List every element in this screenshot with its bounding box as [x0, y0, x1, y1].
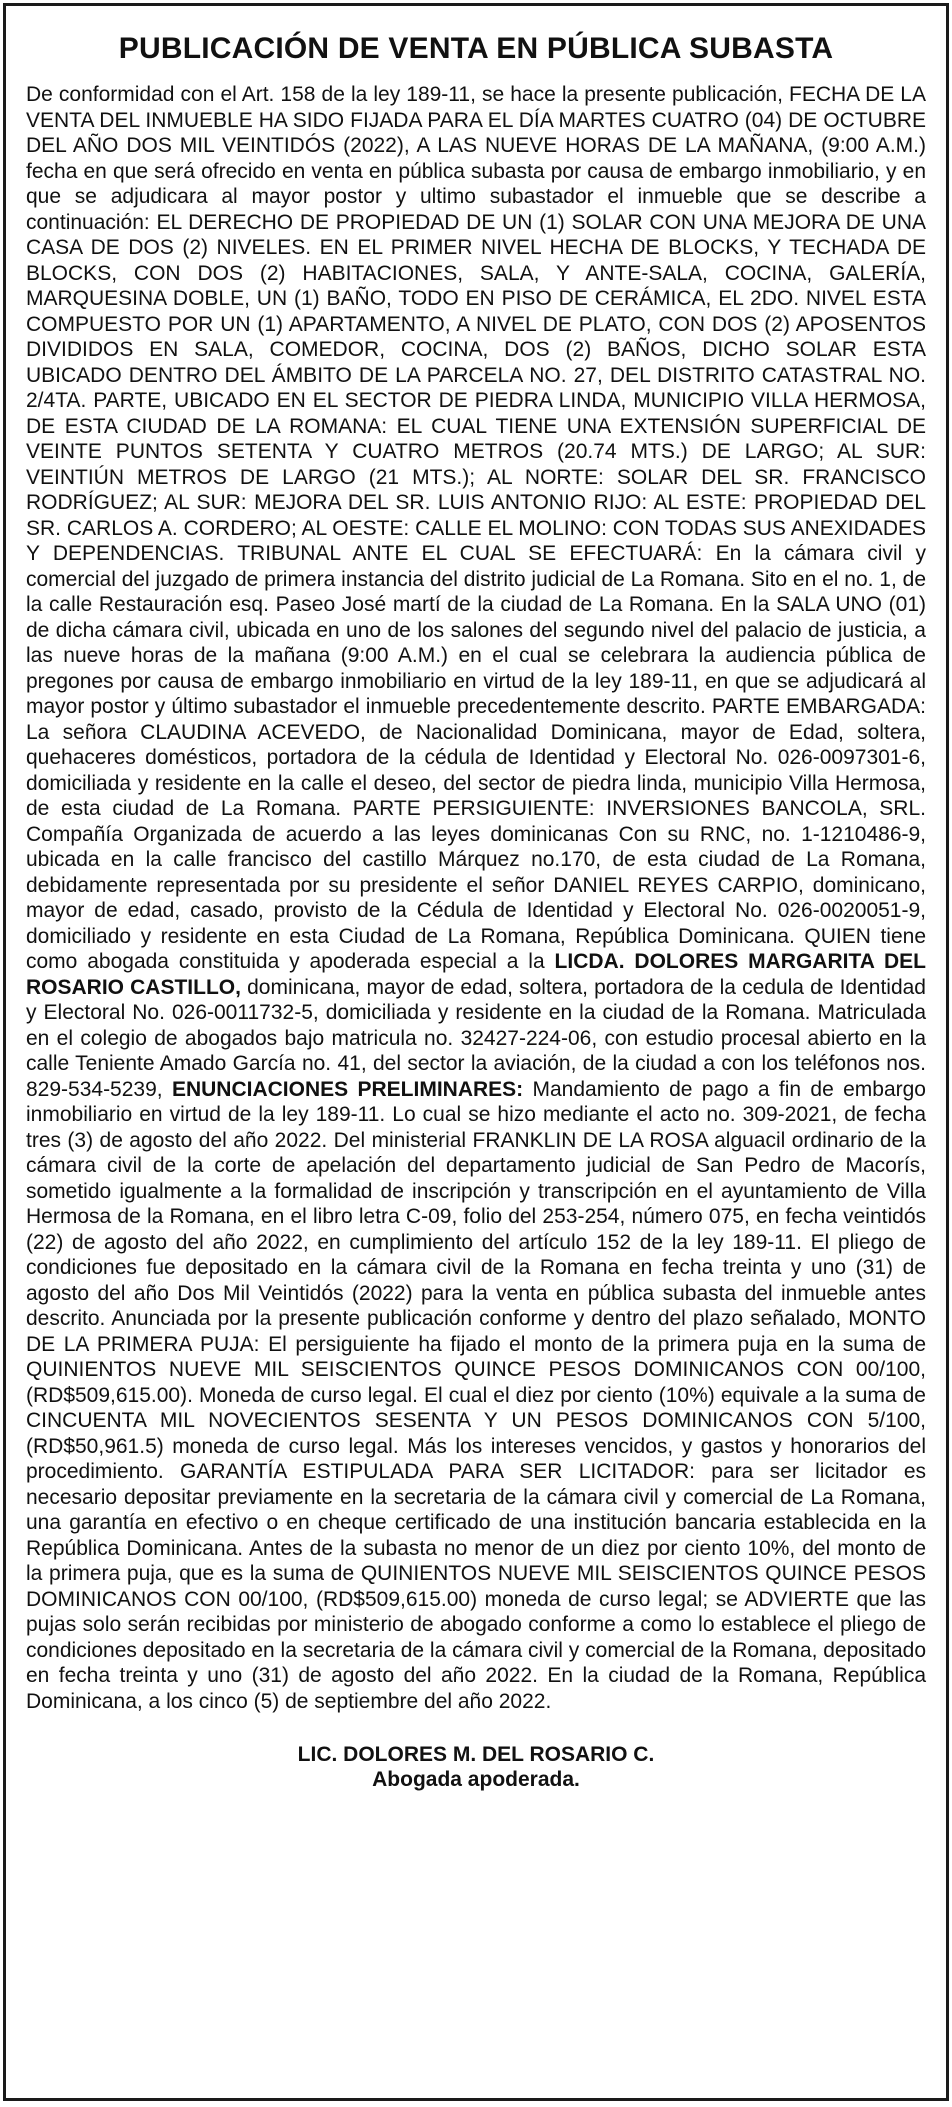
- preliminary-statements-heading: ENUNCIACIONES PRELIMINARES:: [171, 1077, 524, 1101]
- signature-role: Abogada apoderada.: [372, 1768, 580, 1791]
- legal-notice: [3, 3, 949, 2101]
- attorney-name-bold: LICDA. DOLORES MARGARITA DEL ROSARIO CASTILLO,: [26, 950, 926, 999]
- signature-name: LIC. DOLORES M. DEL ROSARIO C.: [297, 1743, 655, 1766]
- signature-block: [26, 1742, 926, 1792]
- notice-title: PUBLICACIÓN DE VENTA EN PÚBLICA SUBASTA: [118, 32, 834, 65]
- notice-body-part-1: De conformidad con el Art. 158 de la ley 189-11, se hace la presente publicación, FECHA DE LA VENTA DEL INMUEBLE HA SIDO FIJADA PARA EL DÍA MARTES CUATRO (04) DE OCTUBRE DEL AÑO DOS MIL VEINTIDÓS (2022), A LAS NUEVE HORAS DE LA MAÑANA, (9:00 A.M.) fecha en que será ofrecido en venta en pública subasta por causa de embargo inmobiliario, y en que se adjudicara al mayor postor y ultimo subastador el inmueble que se describe a continuación: EL DERECHO DE PROPIEDAD DE UN (1) SOLAR CON UNA MEJORA DE UNA CASA DE DOS (2) NIVELES. EN EL PRIMER NIVEL HECHA DE BLOCKS, Y TECHADA DE BLOCKS, CON DOS (2) HABITACIONES, SALA, Y ANTE-SALA, COCINA, GALERÍA, MARQUESINA DOBLE, UN (1) BAÑO, TODO EN PISO DE CERÁMICA, EL 2DO. NIVEL ESTA COMPUESTO POR UN (1) APARTAMENTO, A NIVEL DE PLATO, CON DOS (2) APOSENTOS DIVIDIDOS EN SALA, COMEDOR, COCINA, DOS (2) BAÑOS, DICHO SOLAR ESTA UBICADO DENTRO DEL ÁMBITO DE LA PARCELA NO. 27, DEL DISTRITO CATASTRAL NO. 2/4TA. PARTE, UBICADO EN EL SECTOR DE PIEDRA LINDA, MUNICIPIO VILLA HERMOSA, DE ESTA CIUDAD DE LA ROMANA: EL CUAL TIENE UNA EXTENSIÓN SUPERFICIAL DE VEINTE PUNTOS SETENTA Y CUATRO METROS (20.74 MTS.) DE LARGO; AL SUR: VEINTIÚN METROS DE LARGO (21 MTS.); AL NORTE: SOLAR DEL SR. FRANCISCO RODRÍGUEZ; AL SUR: MEJORA DEL SR. LUIS ANTONIO RIJO: AL ESTE: PROPIEDAD DEL SR. CARLOS A. CORDERO; AL OESTE: CALLE EL MOLINO: CON TODAS SUS ANEXIDADES Y DEPENDENCIAS. TRIBUNAL ANTE EL CUAL SE EFECTUARÁ: En la cámara civil y comercial del juzgado de primera instancia del distrito judicial de La Romana. Sito en el no. 1, de la calle Restauración esq. Paseo José martí de la ciudad de La Romana. En la SALA UNO (01) de dicha cámara civil, ubicada en uno de los salones del segundo nivel del palacio de justicia, a las nueve horas de la mañana (9:00 A.M.) en el cual se celebrara la audiencia pública de pregones por causa de embargo inmobiliario en virtud de la ley 189-11, en que se adjudicará al mayor postor y último subastador el inmueble precedentemente descrito. PARTE EMBARGADA: La señora CLAUDINA ACEVEDO, de Nacionalidad Dominicana, mayor de Edad, soltera, quehaceres domésticos, portadora de la cédula de Identidad y Electoral No. 026-0097301-6, domiciliada y residente en la calle el deseo, del sector de piedra linda, municipio Villa Hermosa, de esta ciudad de La Romana. PARTE PERSIGUIENTE: INVERSIONES BANCOLA, SRL. Compañía Organizada de acuerdo a las leyes dominicanas Con su RNC, no. 1-1210486-9, ubicada en la calle francisco del castillo Márquez no.170, de esta ciudad de La Romana, debidamente representada por su presidente el señor DANIEL REYES CARPIO, dominicano, mayor de edad, casado, provisto de la Cédula de Identidad y Electoral No. 026-0020051-9, domiciliado y residente en esta Ciudad de La Romana, República Dominicana. QUIEN tiene como abogada constituida y apoderada especial a la: [26, 83, 927, 973]
- notice-body: [26, 82, 926, 1714]
- notice-body-part-3: Mandamiento de pago a fin de embargo inmobiliario en virtud de la ley 189-11. Lo cual se hizo mediante el acto no. 309-2021, de fecha tres (3) de agosto del año 2022. Del ministerial FRANKLIN DE LA ROSA alguacil ordinario de la cámara civil de la corte de apelación del departamento judicial de San Pedro de Macorís, sometido igualmente a la formalidad de inscripción y transcripción en el ayuntamiento de Villa Hermosa de la Romana, en el libro letra C-09, folio del 253-254, número 075, en fecha veintidós (22) de agosto del año 2022, en cumplimiento del artículo 152 de la ley 189-11. El pliego de condiciones fue depositado en la cámara civil de la Romana en fecha treinta y uno (31) de agosto del año Dos Mil Veintidós (2022) para la venta en pública subasta del inmueble antes descrito. Anunciada por la presente publicación conforme y dentro del plazo señalado, MONTO DE LA PRIMERA PUJA: El persiguiente ha fijado el monto de la primera puja en la suma de QUINIENTOS NUEVE MIL SEISCIENTOS QUINCE PESOS DOMINICANOS CON 00/100, (RD$509,615.00). Moneda de curso legal. El cual el diez por ciento (10%) equivale a la suma de CINCUENTA MIL NOVECIENTOS SESENTA Y UN PESOS DOMINICANOS CON 5/100, (RD$50,961.5) moneda de curso legal. Más los intereses vencidos, y gastos y honorarios del procedimiento. GARANTÍA ESTIPULADA PARA SER LICITADOR: para ser licitador es necesario depositar previamente en la secretaria de la cámara civil y comercial de La Romana, una garantía en efectivo o en cheque certificado de una institución bancaria establecida en la República Dominicana. Antes de la subasta no menor de un diez por ciento 10%, del monto de la primera puja, que es la suma de QUINIENTOS NUEVE MIL SEISCIENTOS QUINCE PESOS DOMINICANOS CON 00/100, (RD$509,615.00) moneda de curso legal; se ADVIERTE que las pujas solo serán recibidas por ministerio de abogado conforme a como lo establece el pliego de condiciones depositado en la secretaria de la cámara civil y comercial de la Romana, depositado en fecha treinta y uno (31) de agosto del año 2022. En la ciudad de la Romana, República Dominicana, a los cinco (5) de septiembre del año 2022.: [26, 1077, 926, 1713]
- notice-body-part-2: dominicana, mayor de edad, soltera, portadora de la cedula de Identidad y Electoral No. 026-0011732-5, domiciliada y residente en la ciudad de la Romana. Matriculada en el colegio de abogados bajo matricula no. 32427-224-06, con estudio procesal abierto en la calle Teniente Amado García no. 41, del sector la aviación, de la ciudad a con los teléfonos nos. 829-534-5239,: [26, 975, 926, 1101]
